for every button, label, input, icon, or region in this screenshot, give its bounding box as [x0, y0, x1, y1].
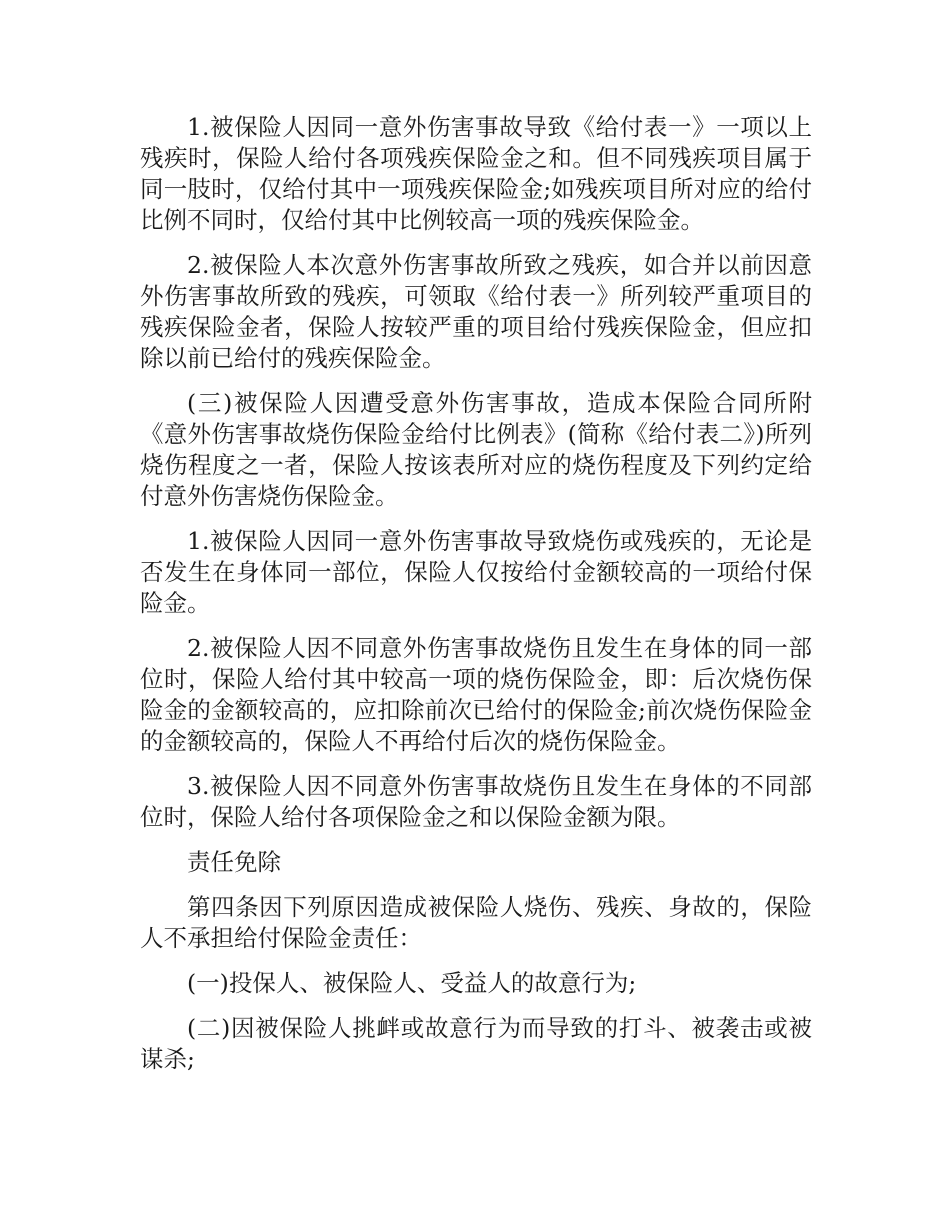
paragraph-burn-same-part: 2.被保险人因不同意外伤害事故烧伤且发生在身体的同一部位时，保险人给付其中较高一项的烧伤保险金，即：后次烧伤保险金的金额较高的，应扣除前次已给付的保险金;前次烧伤保险金的金额较高的，保险人不再给付后次的烧伤保险金。: [140, 634, 812, 755]
paragraph-exclusion-one: (一)投保人、被保险人、受益人的故意行为;: [187, 969, 637, 997]
paragraph-burn-different-part: 3.被保险人因不同意外伤害事故烧伤且发生在身体的不同部位时，保险人给付各项保险金之和以保险金额为限。: [140, 772, 812, 831]
document-body: [140, 112, 812, 1089]
paragraph-exclusion-two: (二)因被保险人挑衅或故意行为而导致的打斗、被袭击或被谋杀;: [140, 1014, 812, 1073]
paragraph-article-four: 第四条因下列原因造成被保险人烧伤、残疾、身故的，保险人不承担给付保险金责任：: [140, 893, 812, 952]
paragraph-burn-or-disability: 1.被保险人因同一意外伤害事故导致烧伤或残疾的，无论是否发生在身体同一部位，保险人仅按给付金额较高的一项给付保险金。: [140, 527, 812, 617]
section-heading-exclusions: 责任免除: [187, 848, 281, 876]
paragraph-burn-injury: (三)被保险人因遭受意外伤害事故，造成本保险合同所附《意外伤害事故烧伤保险金给付比例表》(简称《给付表二》)所列烧伤程度之一者，保险人按该表所对应的烧伤程度及下列约定给付意外伤害烧伤保险金。: [140, 389, 812, 510]
paragraph-disability-combined: 2.被保险人本次意外伤害事故所致之残疾，如合并以前因意外伤害事故所致的残疾，可领取《给付表一》所列较严重项目的残疾保险金者，保险人按较严重的项目给付残疾保险金，但应扣除以前已给付的残疾保险金。: [140, 251, 812, 372]
paragraph-disability-multiple: 1.被保险人因同一意外伤害事故导致《给付表一》一项以上残疾时，保险人给付各项残疾保险金之和。但不同残疾项目属于同一肢时，仅给付其中一项残疾保险金;如残疾项目所对应的给付比例不同时，仅给付其中比例较高一项的残疾保险金。: [140, 113, 812, 234]
